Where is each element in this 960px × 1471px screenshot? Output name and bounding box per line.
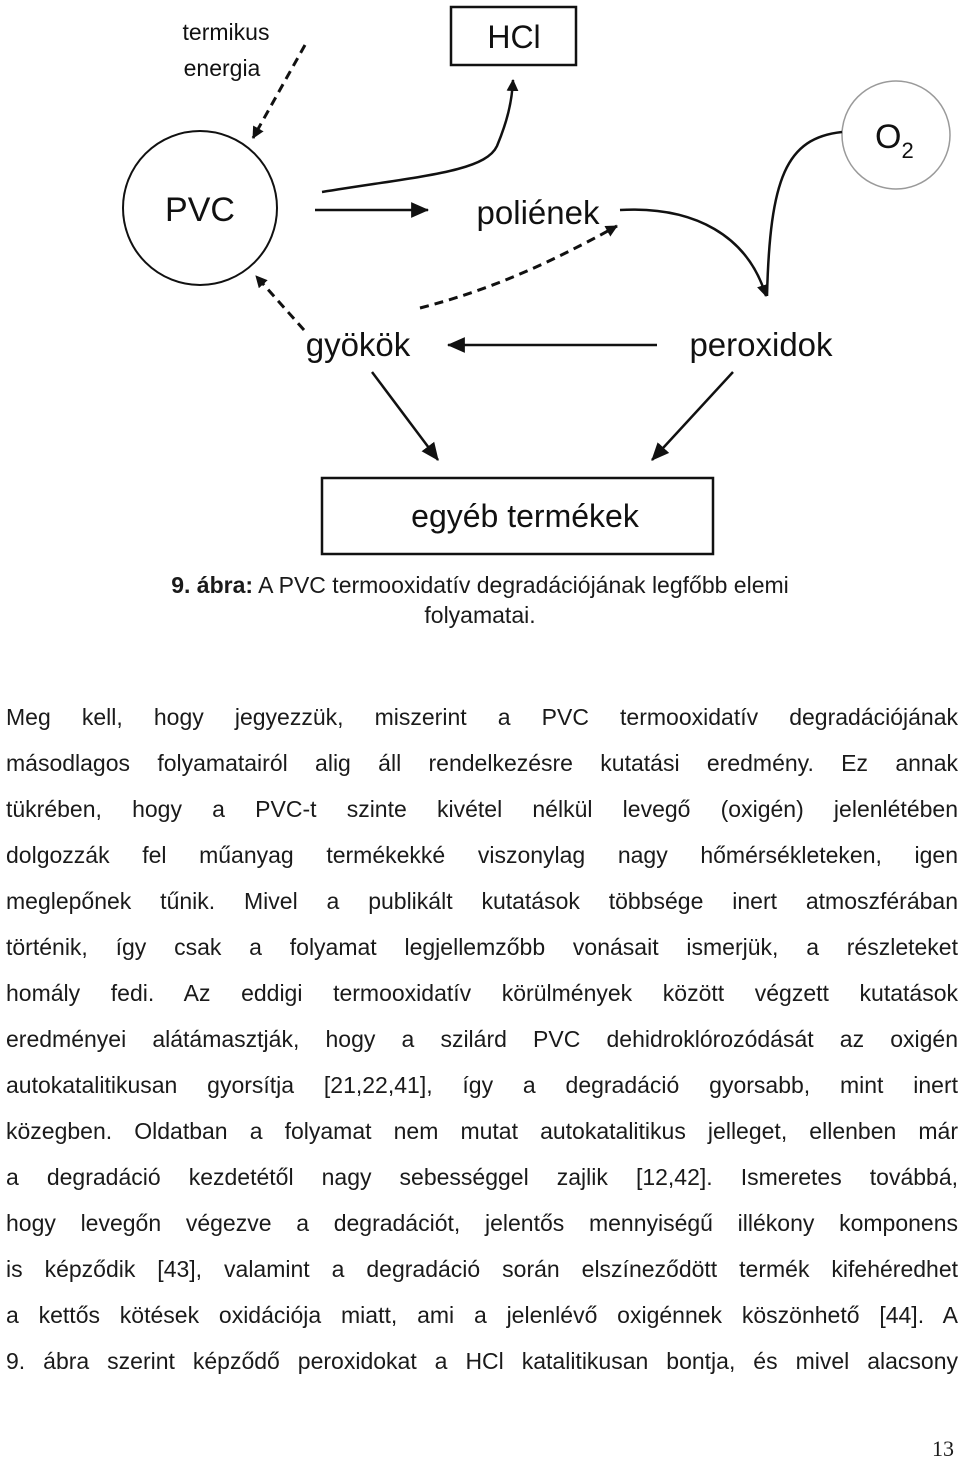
caption-line-1 [0, 570, 960, 600]
node-pvc-label: PVC [165, 191, 235, 229]
arrow-gyokok-to-pvc [256, 276, 304, 330]
node-hcl-label: HCl [487, 19, 541, 55]
body-line-13: is képződik [43], valamint a degradáció során elszíneződött termék kifehéredhet [6, 1256, 958, 1282]
body-line-8: eredményei alátámasztják, hogy a szilárd PVC dehidroklórozódását az oxigén [6, 1026, 958, 1052]
body-line-1: Meg kell, hogy jegyezzük, miszerint a PVC termooxidatív degradációjának [6, 704, 958, 730]
body-line-9: autokatalitikusan gyorsítja [21,22,41], így a degradáció gyorsabb, mint inert [6, 1072, 958, 1098]
arrow-polienek-to-peroxidok [620, 210, 766, 296]
figure-caption [0, 570, 960, 630]
arrow-termikus-to-pvc [253, 45, 305, 138]
page-number: 13 [932, 1436, 954, 1461]
node-peroxidok-label: peroxidok [689, 326, 833, 363]
node-polienek-label: poliének [476, 194, 600, 231]
body-line-10: közegben. Oldatban a folyamat nem mutat autokatalitikus jelleget, ellenben már [6, 1118, 958, 1144]
node-termikus-energia-line1: termikus [182, 19, 270, 45]
caption-label: 9. ábra: [171, 572, 254, 598]
node-egyeb-termekek-label: egyéb termékek [411, 498, 639, 534]
node-gyokok-label: gyökök [305, 326, 411, 363]
pvc-degradation-diagram [0, 0, 960, 560]
caption-line-2: folyamatai. [424, 602, 536, 628]
arrow-peroxidok-to-egyeb [652, 372, 733, 460]
arrow-gyokok-to-polienek [420, 226, 617, 308]
body-line-14: a kettős kötések oxidációja miatt, ami a jelenlévő oxigénnek köszönhető [44]. A [6, 1302, 958, 1328]
caption-text: A PVC termooxidatív degradációjának legfőbb elemi [253, 572, 789, 598]
body-line-7: homály fedi. Az eddigi termooxidatív körülmények között végzett kutatások [6, 980, 958, 1006]
body-line-15: 9. ábra szerint képződő peroxidokat a HCl katalitikusan bontja, és mivel alacsony [6, 1348, 958, 1374]
arrow-to-hcl [322, 80, 513, 192]
arrow-o2-to-peroxidok [767, 132, 842, 296]
body-line-12: hogy levegőn végezve a degradációt, jelentős mennyiségű illékony komponens [6, 1210, 958, 1236]
body-line-5: meglepőnek tűnik. Mivel a publikált kutatások többsége inert atmoszférában [6, 888, 958, 914]
node-o2-label: $O_2$ [875, 118, 914, 163]
body-line-11: a degradáció kezdetétől nagy sebességgel zajlik [12,42]. Ismeretes továbbá, [6, 1164, 958, 1190]
node-termikus-energia-line2: energia [183, 55, 261, 81]
body-line-6: történik, így csak a folyamat legjellemzőbb vonásait ismerjük, a részleteket [6, 934, 958, 960]
body-line-4: dolgozzák fel műanyag termékekké viszonylag nagy hőmérsékleteken, igen [6, 842, 958, 868]
arrow-gyokok-to-egyeb [372, 372, 438, 460]
body-line-2: másodlagos folyamatairól alig áll rendelkezésre kutatási eredmény. Ez annak [6, 750, 958, 776]
body-line-3: tükrében, hogy a PVC-t szinte kivétel nélkül levegő (oxigén) jelenlétében [6, 796, 958, 822]
